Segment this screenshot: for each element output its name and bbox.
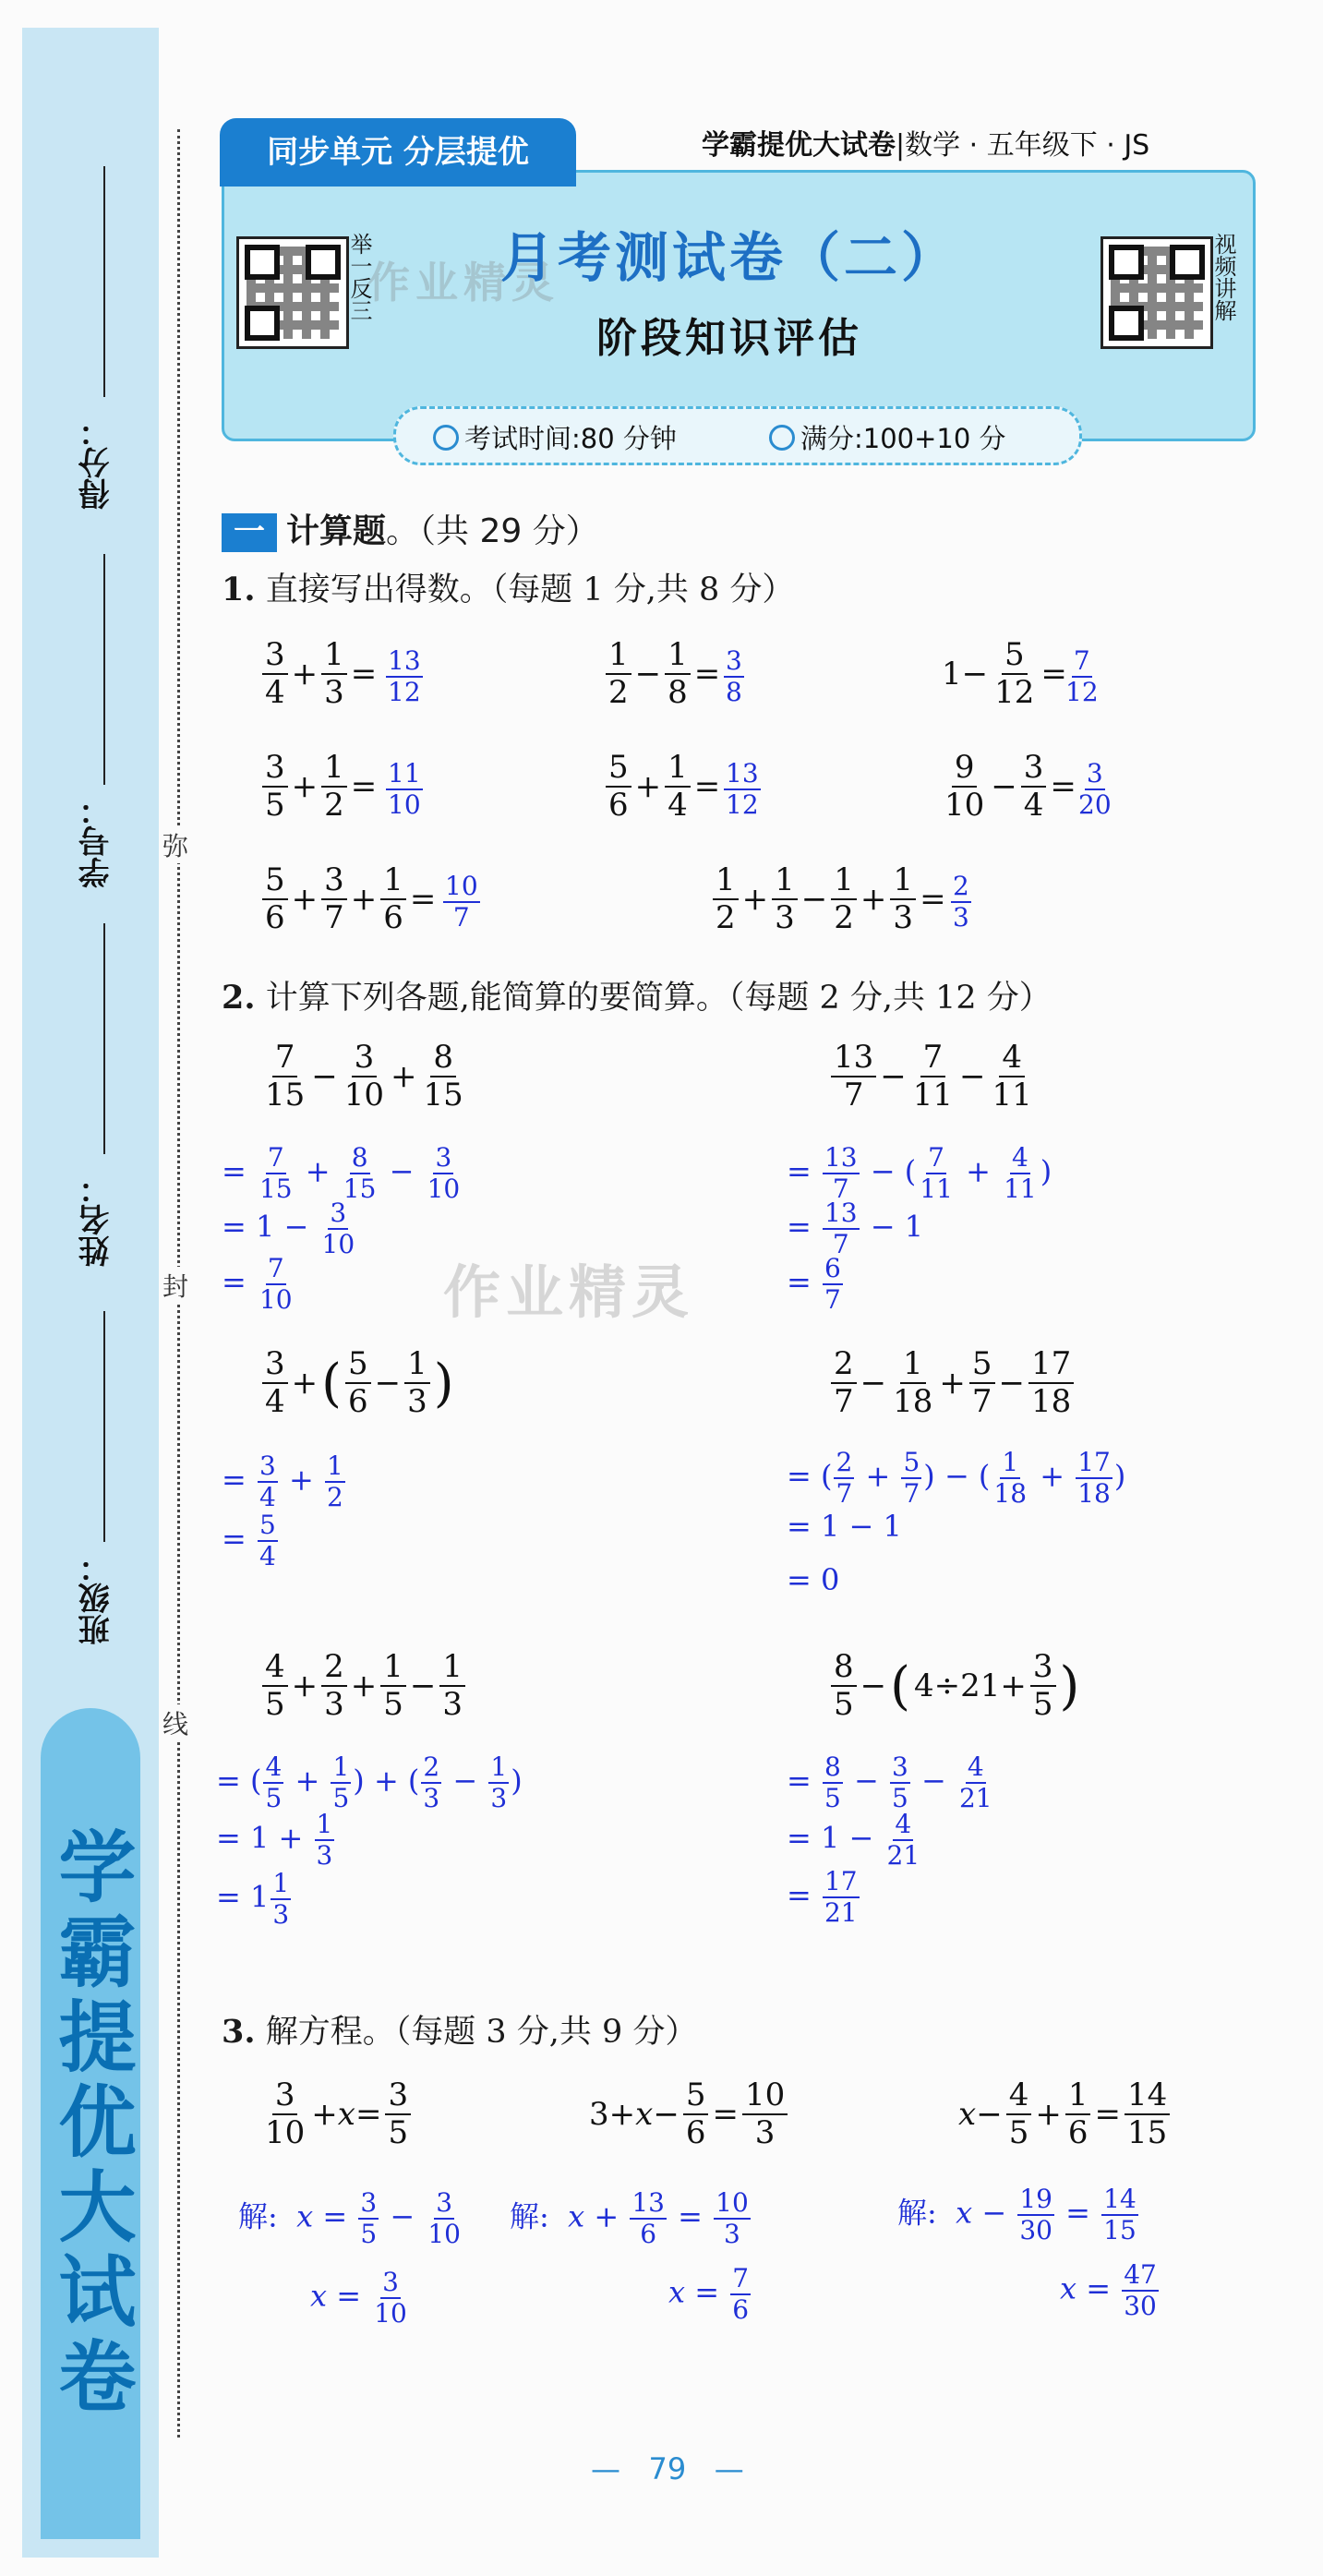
q2-step-1-1: = $\frac{7}{15}$ + $\frac{8}{15}$ − $\frac{3}{10}$ xyxy=(222,1142,461,1205)
q2-number: 2. xyxy=(222,979,256,1017)
q3-step-3-1: 解: x − $\frac{19}{30}$ = $\frac{14}{15}$ xyxy=(897,2184,1137,2246)
q2-text: 计算下列各题,能简算的要简算。（每题 2 分,共 12 分） xyxy=(265,980,1052,1017)
q1-answer-8: $\frac{2}{3}$ xyxy=(953,871,969,933)
q3-number: 3. xyxy=(222,2013,256,2051)
q2-step-3-2: = $\frac{5}{4}$ xyxy=(222,1510,276,1572)
q2-heading xyxy=(222,975,1052,1021)
q1-answer-4: $\frac{11}{10}$ xyxy=(388,758,421,821)
q2-step-4-3: = 0 xyxy=(787,1562,840,1597)
q2-step-1-3: = $\frac{7}{10}$ xyxy=(222,1253,293,1316)
q3-step-2-1: 解: x + $\frac{13}{6}$ = $\frac{10}{3}$ xyxy=(510,2187,749,2250)
qr-code-right[interactable] xyxy=(1100,236,1213,349)
exam-title: 月考测试卷（二） xyxy=(499,226,958,289)
qr-code-left[interactable] xyxy=(236,236,349,349)
q2-expr-2: $\frac{13}{7}$ − $\frac{7}{11}$ − $\frac{4}{11}$ xyxy=(829,1040,1037,1113)
student-id-line xyxy=(103,554,105,785)
q1-answer-3: $\frac{7}{12}$ xyxy=(1065,645,1099,708)
q2-step-4-1: = ( $\frac{2}{7}$ + $\frac{5}{7}$ ) − ( $\frac{1}{18}$ + $\frac{17}{18}$ ) xyxy=(787,1447,1126,1510)
qr-right-label: 视频讲解 xyxy=(1210,233,1236,321)
q1-answer-1: $\frac{13}{12}$ xyxy=(388,645,421,708)
page-number-text: 79 xyxy=(648,2451,687,2486)
q1-item-5: $\frac{5}{6}$ + $\frac{1}{4}$ = xyxy=(604,750,722,824)
q2-step-5-2: = 1 + $\frac{1}{3}$ xyxy=(216,1809,333,1872)
exam-time xyxy=(433,418,677,456)
q1-item-8: $\frac{1}{2}$ + $\frac{1}{3}$ − $\frac{1}{2}$ + $\frac{1}{3}$ = xyxy=(711,862,948,936)
q3-text: 解方程。（每题 3 分,共 9 分） xyxy=(265,2014,698,2051)
qr-left-label: 举一反三 xyxy=(346,233,372,321)
q2-step-4-2: = 1 − 1 xyxy=(787,1509,902,1544)
exam-info xyxy=(393,406,1082,465)
unit-tab: 同步单元 分层提优 xyxy=(220,118,576,187)
score-line xyxy=(103,166,105,397)
exam-subtitle: 阶段知识评估 xyxy=(596,315,862,362)
q2-expr-1: $\frac{7}{15}$ − $\frac{3}{10}$ + $\frac{8}{15}$ xyxy=(265,1039,463,1114)
q2-step-6-1: = $\frac{8}{5}$ − $\frac{3}{5}$ − $\frac{4}{21}$ xyxy=(787,1751,992,1814)
q3-expr-3: x− $\frac{4}{5}$ + $\frac{1}{6}$ = $\frac{14}{15}$ xyxy=(956,2077,1172,2151)
class-label: 班级： xyxy=(78,1551,115,1645)
q1-item-1: $\frac{3}{4}$ + $\frac{1}{3}$ = xyxy=(260,637,379,711)
side-brand-title: 学霸提优大试卷 xyxy=(46,1826,138,2421)
q2-step-6-2: = 1 − $\frac{4}{21}$ xyxy=(787,1809,920,1872)
check-icon xyxy=(769,425,795,451)
student-id-label: 学号： xyxy=(78,794,115,888)
q3-step-1-1: 解: x = $\frac{3}{5}$ − $\frac{3}{10}$ xyxy=(238,2187,461,2250)
q2-expr-6: $\frac{8}{5}$ −( 4÷21+ $\frac{3}{5}$ ) xyxy=(829,1649,1081,1723)
series-rest: |数学 · 五年级下 · JS xyxy=(896,129,1150,162)
cut-char-feng: 封 xyxy=(162,1267,188,1304)
name-label: 姓名： xyxy=(78,1173,115,1267)
q2-step-2-2: = $\frac{13}{7}$ − 1 xyxy=(787,1198,924,1260)
class-line xyxy=(103,1311,105,1542)
q3-heading xyxy=(222,2009,697,2055)
clock-icon xyxy=(433,425,459,451)
watermark-header: 作业精灵 xyxy=(367,258,559,307)
cut-char-mi: 弥 xyxy=(162,826,188,863)
page-number: — 79 — xyxy=(591,2451,744,2486)
q3-step-3-2: x = $\frac{47}{30}$ xyxy=(1060,2259,1157,2322)
name-line xyxy=(103,923,105,1154)
q1-number: 1. xyxy=(222,571,256,608)
exam-time-text: 考试时间:80 分钟 xyxy=(464,423,677,454)
q2-step-1-2: = 1 − $\frac{3}{10}$ xyxy=(222,1198,355,1260)
q1-answer-7: $\frac{10}{7}$ xyxy=(445,871,478,933)
q3-step-1-2: x = $\frac{3}{10}$ xyxy=(310,2267,407,2329)
section-title-text: 计算题 xyxy=(286,512,387,550)
q2-step-2-1: = $\frac{13}{7}$ − ( $\frac{7}{11}$ + $\frac{4}{11}$ ) xyxy=(787,1142,1052,1205)
section-title xyxy=(286,508,599,556)
q1-item-6: $\frac{9}{10}$ − $\frac{3}{4}$ = xyxy=(944,749,1076,825)
series-title xyxy=(702,118,1246,174)
series-bold: 学霸提优大试卷 xyxy=(702,129,896,162)
score-label: 得分： xyxy=(78,415,115,510)
exam-score-text: 满分:100+10 分 xyxy=(800,423,1006,454)
q1-item-7: $\frac{5}{6}$ + $\frac{3}{7}$ + $\frac{1}{6}$ = xyxy=(260,862,438,936)
q1-item-4: $\frac{3}{5}$ + $\frac{1}{2}$ = xyxy=(260,750,379,824)
section-number: 一 xyxy=(222,513,277,552)
q1-answer-5: $\frac{13}{12}$ xyxy=(726,758,759,821)
q2-step-5-1: = ( $\frac{4}{5}$ + $\frac{1}{5}$ ) + ( $\frac{2}{3}$ − $\frac{1}{3}$ ) xyxy=(216,1751,523,1814)
q3-expr-2: 3+x− $\frac{5}{6}$ = $\frac{10}{3}$ xyxy=(587,2077,789,2151)
q1-answer-2: $\frac{3}{8}$ xyxy=(726,645,742,708)
q2-expr-4: $\frac{2}{7}$ − $\frac{1}{18}$ + $\frac{5}{7}$ − $\frac{17}{18}$ xyxy=(829,1346,1076,1420)
q1-answer-6: $\frac{3}{20}$ xyxy=(1078,758,1112,821)
q1-heading xyxy=(222,567,794,613)
section-note: 。（共 29 分） xyxy=(386,512,599,550)
q3-expr-1: $\frac{3}{10}$ +x= $\frac{3}{5}$ xyxy=(260,2077,413,2151)
q3-step-2-2: x = $\frac{7}{6}$ xyxy=(668,2263,750,2326)
q2-step-6-3: = $\frac{17}{21}$ xyxy=(787,1866,858,1929)
q2-step-5-3: = 1 $\frac{1}{3}$ xyxy=(216,1868,290,1931)
cut-char-xian: 线 xyxy=(162,1704,188,1741)
q1-item-2: $\frac{1}{2}$ − $\frac{1}{8}$ = xyxy=(604,637,722,711)
exam-score xyxy=(769,418,1006,456)
q2-expr-5: $\frac{4}{5}$ + $\frac{2}{3}$ + $\frac{1}{5}$ − $\frac{1}{3}$ xyxy=(260,1649,467,1723)
q2-step-2-3: = $\frac{6}{7}$ xyxy=(787,1253,841,1316)
q1-text: 直接写出得数。（每题 1 分,共 8 分） xyxy=(265,572,795,608)
q1-item-3: 1− $\frac{5}{12}$ = xyxy=(942,636,1067,712)
watermark-body: 作业精灵 xyxy=(443,1258,695,1326)
q2-expr-3: $\frac{3}{4}$ +( $\frac{5}{6}$ − $\frac{1}{3}$ ) xyxy=(260,1346,456,1420)
q2-step-3-1: = $\frac{3}{4}$ + $\frac{1}{2}$ xyxy=(222,1451,343,1513)
